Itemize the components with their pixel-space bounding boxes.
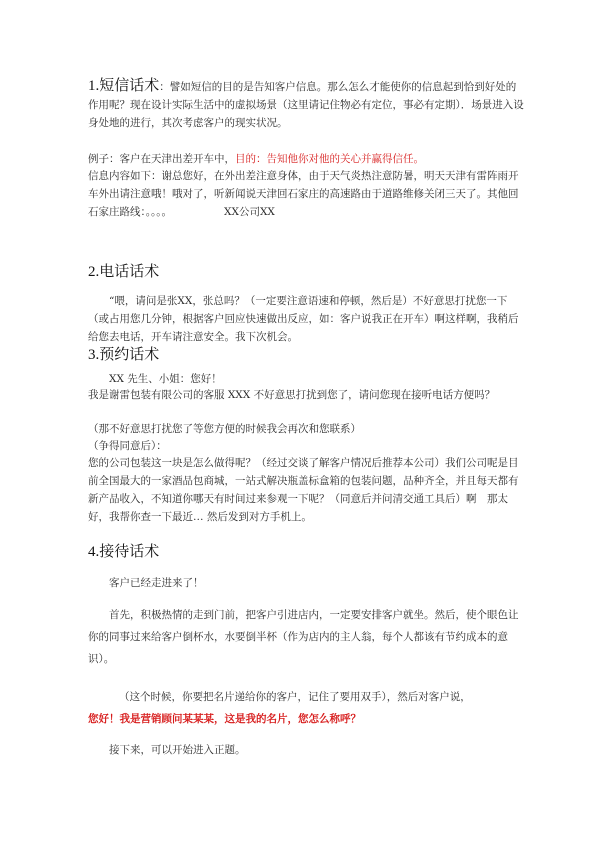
appointment-line-1: XX 先生、小姐：您好！ [109, 373, 222, 385]
section-1-title: 1.短信话术 [88, 78, 160, 94]
reception-paragraph-3: 接下来，可以开始进入正题。 [109, 744, 246, 756]
sms-content-text: 信息内容如下：谢总您好，在外出差注意身体，由于天气炎热注意防暑，明天天津有雷阵雨开车外出请注意哦！哦对了，听新闻说天津回石家庄的高速路由于道路维修关闭三天了。其他回石家庄路线：。。。。 [88, 170, 519, 218]
section-2-title: 2.电话话术 [88, 264, 160, 280]
example-label: 例子：客户在天津出差开车中， [88, 153, 235, 165]
greeting-line: 您好！我是营销顾问某某某，这是我的名片，您怎么称呼？ [88, 713, 361, 725]
sms-content [88, 167, 526, 221]
section-1-example [88, 150, 526, 168]
section-3-title: 3.预约话术 [88, 347, 160, 363]
appointment-line-2: 我是谢雷包装有限公司的客服 XXX 不好意思打扰到您了，请问您现在接听电话方便吗？ [88, 389, 496, 401]
section-1-intro [88, 77, 526, 132]
phone-script: “喂，请问是张XX，张总吗？（一定要注意语速和停顿，然后是）不好意思打扰您一下（或占用您几分钟，根据客户回应快速做出反应，如：客户说我正在开车）啊这样啊，我稍后给您去电话，开车请注意安全。我下次机会。 [88, 295, 519, 343]
section-1-intro-text: ：譬如短信的目的是告知客户信息。那么怎么才能使你的信息起到恰到好处的作用呢？现在设计实际生活中的虚拟场景（这里请记住物必有定位，事必有定期）．场景进入设身处地的进行，其次考虑客户的现实状况。 [88, 81, 524, 129]
appointment-line-3: （那不好意思打扰您了等您方便的时候我会再次和您联系） [88, 423, 361, 435]
section-4-title: 4.接待话术 [88, 544, 160, 560]
appointment-line-4: （争得同意后）： [88, 440, 167, 452]
reception-paragraph-2: （这个时候，你要把名片递给你的客户，记住了要用双手），然后对客户说， [119, 691, 471, 703]
customer-arrived: 客户已经走进来了！ [109, 577, 204, 589]
example-goal: 目的：告知他你对他的关心并赢得信任。 [235, 153, 424, 165]
sms-signature: XX公司XX [224, 206, 275, 218]
reception-paragraph-1: 首先，积极热情的走到门前，把客户引进店内，一定要安排客户就坐。然后，使个眼色让你的同事过来给客户倒杯水，水要倒半杯（作为店内的主人翁，每个人都该有节约成本的意识）。 [88, 609, 519, 665]
appointment-line-5: 您的公司包装这一块是怎么做得呢？（经过交谈了解客户情况后推荐本公司）我们公司呢是目前全国最大的一家酒品包商城，一站式解决瓶盖标盒箱的包装问题，品种齐全，并且每天都有新产品收入，不知道你哪天有时间过来参观一下呢？（同意后并问清交通工具后）啊 那太好，我帮你查一下最近… 然后发到对方手机上。 [88, 457, 519, 523]
